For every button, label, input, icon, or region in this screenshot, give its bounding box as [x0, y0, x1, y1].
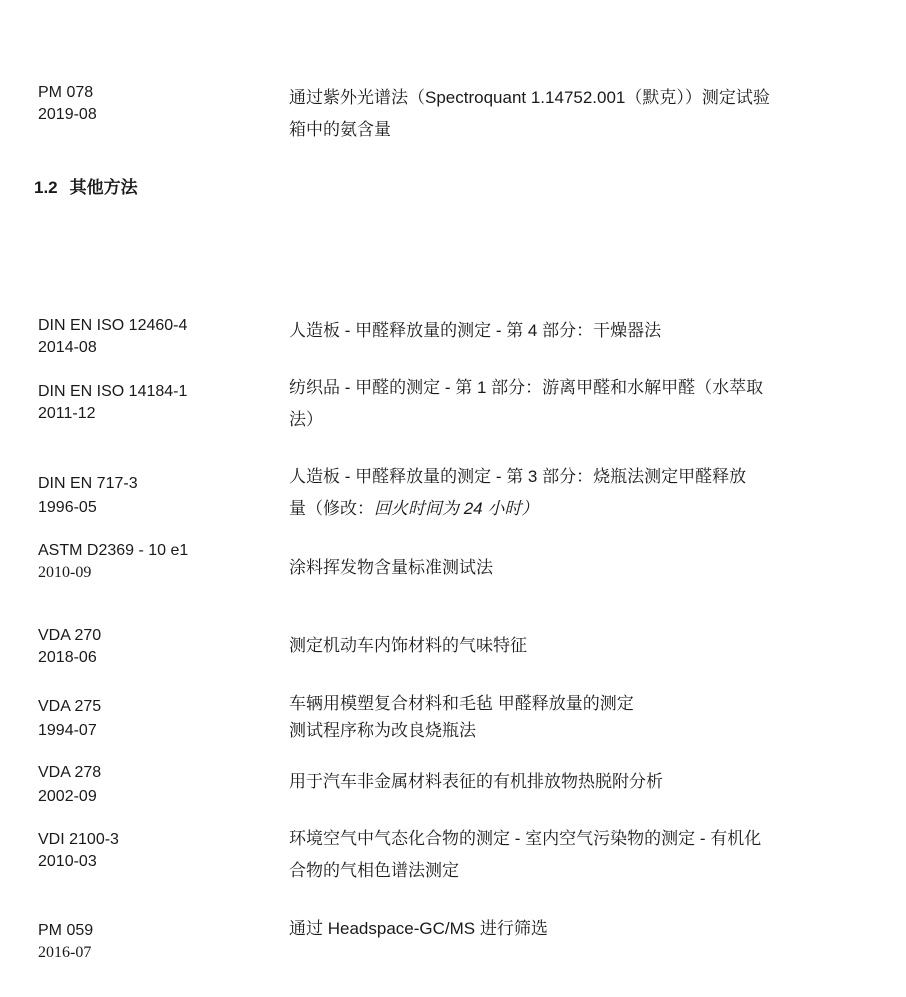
- standard-code: VDA 278: [38, 764, 102, 781]
- standard-description: 纺织品 - 甲醛的测定 - 第 1 部分：游离甲醛和水解甲醛（水萃取 法）: [289, 378, 764, 429]
- standard-ref: [38, 625, 101, 669]
- section-number: 1.2: [34, 178, 58, 197]
- standard-date: 2002-09: [38, 788, 97, 805]
- standard-description: 通过 Headspace-GC/MS 进行筛选: [289, 919, 548, 938]
- standard-code: DIN EN ISO 12460-4: [38, 317, 188, 334]
- section-title: 其他方法: [69, 178, 138, 197]
- standard-description: 涂料挥发物含量标准测试法: [289, 558, 493, 577]
- standard-code: VDI 2100-3: [38, 831, 119, 848]
- standard-description: 车辆用模塑复合材料和毛毡 甲醛释放量的测定 测试程序称为改良烧瓶法: [289, 694, 634, 740]
- standard-code: ASTM D2369 - 10 e1: [38, 542, 189, 559]
- standard-date: 1996-05: [38, 499, 97, 516]
- description-text: 人造板 - 甲醛释放量的测定 - 第 3 部分：烧瓶法测定甲醛释放 量（修改：: [289, 467, 747, 518]
- section-heading: [34, 176, 138, 200]
- standard-description: 测定机动车内饰材料的气味特征: [289, 636, 527, 655]
- standard-description: 环境空气中气态化合物的测定 - 室内空气污染物的测定 - 有机化 合物的气相色谱法测定: [289, 829, 762, 880]
- standard-ref: [38, 829, 119, 873]
- standard-ref: [38, 381, 187, 425]
- standard-date: 2011-12: [38, 405, 96, 422]
- standard-ref: [38, 920, 93, 964]
- standard-date: 1994-07: [38, 722, 97, 739]
- standard-description: 用于汽车非金属材料表征的有机排放物热脱附分析: [289, 772, 663, 791]
- standard-code: PM 078: [38, 84, 94, 101]
- standard-code: DIN EN 717-3: [38, 475, 138, 492]
- standard-ref: [38, 472, 138, 520]
- standard-date: 2016-07: [38, 944, 92, 961]
- standard-description: [289, 461, 819, 525]
- standard-ref: [38, 540, 188, 584]
- standard-date: 2010-09: [38, 564, 92, 581]
- standard-code: PM 059: [38, 922, 94, 939]
- standard-ref: [38, 761, 101, 809]
- standard-date: 2018-06: [38, 649, 97, 666]
- standard-date: 2014-08: [38, 339, 97, 356]
- standard-code: VDA 275: [38, 698, 102, 715]
- standard-description: 人造板 - 甲醛释放量的测定 - 第 4 部分：干燥器法: [289, 321, 662, 340]
- standard-date: 2010-03: [38, 853, 97, 870]
- standard-ref: [38, 695, 101, 743]
- standard-code: VDA 270: [38, 627, 102, 644]
- standard-description: 通过紫外光谱法（Spectroquant 1.14752.001（默克））测定试验 箱中的氨含量: [289, 88, 770, 139]
- description-italic-text: 回火时间为 24 小时）: [374, 499, 539, 518]
- standard-date: 2019-08: [38, 106, 97, 123]
- standard-ref: [38, 82, 97, 126]
- standard-ref: [38, 315, 187, 359]
- standard-code: DIN EN ISO 14184-1: [38, 383, 188, 400]
